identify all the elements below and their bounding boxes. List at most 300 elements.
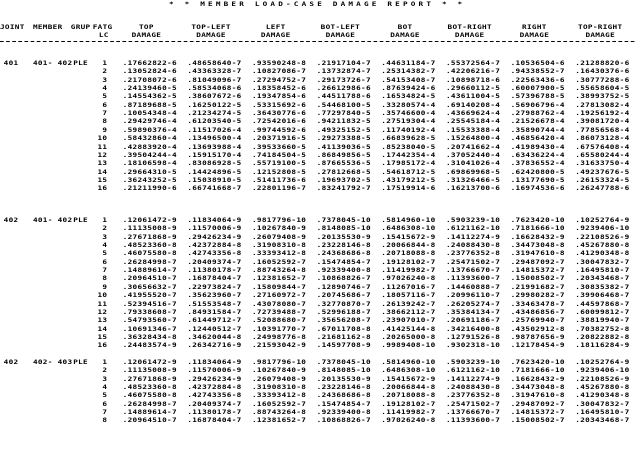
damage-value: .62420800-5	[510, 168, 565, 176]
damage-value: .26205274-7	[445, 300, 501, 308]
damage-value: .9817796-10	[251, 217, 307, 224]
damage-value: .20066844-8	[381, 384, 436, 392]
damage-value: .51553548-7	[187, 300, 242, 308]
damage-value: .20964510-7	[122, 275, 177, 283]
damage-value: .15533388-4	[445, 126, 501, 134]
damage-value: .27294752-7	[251, 76, 307, 84]
damage-value: .7378045-10	[316, 359, 371, 366]
damage-value: .35656208-7	[316, 317, 371, 325]
load-case-number: 16	[97, 185, 108, 193]
damage-value: .48658640-7	[187, 60, 242, 67]
damage-value: .10868826-7	[316, 417, 371, 425]
damage-value: .56906796-4	[510, 101, 565, 109]
damage-value: .17519914-6	[381, 185, 436, 193]
load-case-number: 11	[97, 143, 108, 151]
damage-value: .36328434-8	[122, 333, 177, 341]
damage-value: .29487092-7	[510, 258, 565, 266]
table-row	[0, 301, 634, 309]
header-right: RIGHT	[522, 24, 547, 31]
damage-value: .14889614-7	[122, 267, 177, 275]
load-case-number: 12	[97, 151, 108, 159]
damage-value: .6121162-10	[445, 225, 501, 233]
report-title: * * MEMBER LOAD-CASE DAMAGE REPORT * *	[169, 1, 466, 8]
header-bot-sub: DAMAGE	[390, 32, 420, 39]
damage-value: .22973824-7	[187, 283, 242, 291]
damage-value: .29426234-9	[187, 375, 242, 383]
header-top-left: TOP-LEFT	[191, 24, 231, 31]
damage-value: .41290348-8	[575, 250, 630, 258]
damage-value: .20691186-7	[445, 317, 501, 325]
damage-value: .67576408-4	[575, 143, 630, 151]
damage-value: .10054348-4	[122, 110, 177, 118]
damage-value: .43179212-5	[381, 176, 436, 184]
damage-value: .5814960-10	[381, 217, 436, 224]
damage-value: .20745686-7	[316, 292, 371, 300]
damage-value: .21234274-5	[187, 110, 242, 118]
damage-value: .20409374-7	[187, 400, 242, 408]
damage-value: .33393412-8	[251, 250, 307, 258]
damage-value: .13052824-6	[122, 68, 177, 76]
damage-value: .38662112-7	[381, 308, 436, 316]
damage-value: .14112274-9	[445, 375, 501, 383]
damage-value: .67011708-8	[316, 325, 371, 333]
damage-value: .17442354-4	[381, 151, 436, 159]
load-case-number: 14	[97, 325, 108, 333]
damage-value: .27988762-4	[510, 110, 565, 118]
damage-value: .15038910-5	[187, 176, 242, 184]
load-case-number: 4	[102, 85, 108, 93]
damage-value: .21917104-7	[316, 60, 371, 67]
damage-value: .16878404-7	[187, 417, 242, 425]
damage-value: .12440512-7	[187, 325, 242, 333]
header-top: TOP	[139, 24, 154, 31]
damage-value: .19128102-7	[381, 258, 436, 266]
damage-value: .20996110-7	[445, 292, 501, 300]
table-row	[0, 242, 634, 250]
damage-value: .9989408-10	[381, 342, 436, 350]
damage-value: .15415672-9	[381, 375, 436, 383]
damage-value: .31908310-8	[251, 242, 307, 250]
damage-value: .23228146-8	[316, 384, 371, 392]
damage-value: .15415672-9	[381, 233, 436, 241]
damage-value: .48523360-8	[122, 384, 177, 392]
damage-value: .30047832-7	[575, 258, 630, 266]
damage-value: .35384134-7	[445, 308, 501, 316]
damage-value: .21211990-6	[122, 185, 177, 193]
damage-value: .41425144-8	[381, 325, 436, 333]
damage-value: .61449712-7	[187, 317, 242, 325]
damage-value: .12152808-5	[251, 168, 307, 176]
damage-value: .20741662-4	[445, 143, 501, 151]
damage-value: .69140208-4	[445, 101, 501, 109]
damage-value: .11393600-7	[445, 417, 501, 425]
damage-value: .11834064-9	[187, 217, 242, 224]
damage-value: .30656632-7	[122, 283, 177, 291]
damage-value: .18358452-6	[251, 85, 307, 93]
damage-value: .6486308-10	[381, 225, 436, 233]
load-case-number: 7	[102, 409, 108, 417]
damage-value: .34473048-8	[510, 384, 565, 392]
header-lc: LC	[98, 32, 109, 39]
damage-value: .31041026-4	[445, 160, 501, 168]
header-separator	[0, 41, 634, 42]
damage-value: .66839628-5	[381, 135, 436, 143]
damage-value: .74184504-5	[251, 151, 307, 159]
table-row	[0, 225, 634, 233]
damage-value: .12061472-9	[122, 359, 177, 366]
damage-value: .46075580-8	[122, 392, 177, 400]
table-row	[0, 292, 634, 300]
damage-value: .13496500-4	[187, 135, 242, 143]
damage-value: .41290348-8	[575, 392, 630, 400]
damage-value: .11135008-9	[122, 367, 177, 375]
damage-value: .25769940-7	[510, 317, 565, 325]
damage-value: .24483574-9	[122, 342, 177, 350]
header-member: MEMBER	[32, 24, 63, 31]
load-case-number: 11	[97, 300, 108, 308]
damage-value: .15474854-7	[316, 258, 371, 266]
damage-value: .8148085-10	[316, 367, 371, 375]
damage-value: .27671868-9	[122, 375, 177, 383]
damage-value: .11380178-7	[187, 409, 242, 417]
damage-value: .49237676-5	[575, 168, 630, 176]
damage-value: .14597708-9	[316, 342, 371, 350]
damage-value: .24088430-8	[445, 384, 501, 392]
damage-value: .43363328-7	[187, 68, 242, 76]
damage-value: .20343468-7	[575, 275, 630, 283]
damage-value: .25471502-7	[445, 258, 501, 266]
table-row	[0, 152, 634, 160]
table-row	[0, 259, 634, 267]
damage-value: .16052592-7	[251, 258, 307, 266]
damage-value: .26342716-9	[187, 342, 242, 350]
damage-value: .26247788-6	[575, 185, 630, 193]
table-row	[0, 409, 634, 417]
header-top-sub: DAMAGE	[131, 32, 162, 39]
table-row	[0, 217, 634, 225]
damage-value: .20343468-7	[575, 417, 630, 425]
table-row	[0, 342, 634, 350]
header-top-right: TOP-RIGHT	[578, 24, 623, 31]
damage-value: .39081720-4	[575, 118, 630, 126]
damage-value: .24088430-8	[445, 242, 501, 250]
damage-value: .10267840-9	[251, 367, 307, 375]
damage-value: .87665536-5	[316, 160, 371, 168]
damage-value: .7378045-10	[316, 217, 371, 224]
damage-value: .66741668-7	[187, 185, 242, 193]
header-bot-left-sub: DAMAGE	[325, 32, 356, 39]
damage-value: .5903239-10	[445, 217, 501, 224]
load-case-number: 9	[102, 126, 108, 134]
damage-value: .22801196-7	[251, 185, 307, 193]
damage-value: .20371916-5	[251, 135, 307, 143]
table-row	[0, 275, 634, 283]
damage-value: .26284998-7	[122, 400, 177, 408]
load-case-number: 2	[102, 225, 108, 233]
damage-value: .42372884-8	[187, 242, 242, 250]
damage-value: .13693988-4	[187, 143, 242, 151]
damage-value: .54153408-7	[381, 76, 436, 84]
damage-value: .20718088-8	[381, 392, 436, 400]
damage-value: .42743356-8	[187, 392, 242, 400]
damage-value: .15474854-7	[316, 400, 371, 408]
table-row	[0, 60, 634, 68]
damage-value: .27671868-9	[122, 233, 177, 241]
header-left-sub: DAMAGE	[260, 32, 291, 39]
damage-value: .27519304-4	[381, 118, 436, 126]
damage-value: .17662822-6	[122, 60, 177, 67]
damage-value: .21708072-6	[122, 76, 177, 84]
load-case-number: 2	[102, 68, 108, 76]
damage-value: .83241792-7	[316, 185, 371, 193]
damage-value: .13766670-7	[445, 409, 501, 417]
damage-value: .49325152-5	[316, 126, 371, 134]
damage-value: .43669624-4	[445, 110, 501, 118]
header-right-sub: DAMAGE	[519, 32, 550, 39]
damage-value: .24139460-5	[122, 85, 177, 93]
joint-id: 402	[3, 217, 19, 224]
load-case-number: 1	[102, 217, 108, 224]
table-row	[0, 384, 634, 392]
damage-value: .16628432-9	[510, 375, 565, 383]
damage-value: .94211832-5	[316, 118, 371, 126]
damage-value: .69869968-5	[445, 168, 501, 176]
damage-value: .58534068-6	[187, 85, 242, 93]
damage-value: .7181666-10	[510, 225, 565, 233]
table-row	[0, 93, 634, 101]
damage-value: .15915170-4	[187, 151, 242, 159]
damage-value: .20718088-8	[381, 250, 436, 258]
damage-value: .19347854-6	[251, 93, 307, 101]
damage-value: .17985172-4	[381, 160, 436, 168]
load-case-number: 8	[102, 118, 108, 126]
damage-value: .22108526-9	[575, 375, 630, 383]
damage-value: .33463478-7	[510, 300, 565, 308]
damage-value: .11267016-7	[381, 283, 436, 291]
damage-value: .16430376-6	[575, 68, 630, 76]
header-bot-left: BOT-LEFT	[320, 24, 361, 31]
damage-value: .92339400-8	[316, 409, 371, 417]
damage-value: .24998776-8	[251, 333, 307, 341]
damage-value: .29487092-7	[510, 400, 565, 408]
load-case-number: 4	[102, 242, 108, 250]
damage-value: .14889614-7	[122, 409, 177, 417]
damage-value: .18057116-7	[381, 292, 436, 300]
damage-value: .23228146-8	[316, 242, 371, 250]
damage-value: .16534824-5	[381, 93, 436, 101]
load-case-number: 16	[97, 342, 108, 350]
damage-value: .20409374-7	[187, 258, 242, 266]
damage-value: .27160972-7	[251, 292, 307, 300]
damage-value: .32770870-7	[316, 300, 371, 308]
damage-value: .16052592-7	[251, 400, 307, 408]
table-row	[0, 267, 634, 275]
damage-value: .88743264-8	[251, 409, 307, 417]
damage-value: .43502912-8	[510, 325, 565, 333]
damage-value: .7181666-10	[510, 367, 565, 375]
damage-value: .83086928-5	[187, 160, 242, 168]
damage-value: .20822882-8	[575, 333, 630, 341]
damage-value: .81049096-7	[187, 76, 242, 84]
damage-value: .16878404-7	[187, 275, 242, 283]
damage-value: .13177690-5	[510, 176, 565, 184]
damage-value: .36243252-5	[122, 176, 177, 184]
header-bot: BOT	[397, 24, 413, 31]
damage-value: .37836552-4	[510, 160, 565, 168]
damage-value: .27812668-5	[316, 168, 371, 176]
damage-value: .30835382-7	[575, 283, 630, 291]
header-fatg: FATG	[92, 24, 113, 31]
damage-value: .24368686-8	[316, 392, 371, 400]
table-row	[0, 68, 634, 76]
member-id: 401- 402	[32, 60, 73, 67]
damage-value: .21593042-9	[251, 342, 307, 350]
damage-value: .29426234-9	[187, 233, 242, 241]
damage-value: .34216400-8	[445, 325, 501, 333]
damage-value: .23776352-8	[445, 250, 501, 258]
damage-value: .42883920-4	[122, 143, 177, 151]
damage-value: .20135530-9	[316, 233, 371, 241]
damage-value: .97026240-8	[381, 275, 436, 283]
table-row	[0, 326, 634, 334]
header-joint: JOINT	[0, 24, 25, 31]
damage-value: .55719100-5	[251, 160, 307, 168]
damage-value: .12791526-8	[445, 333, 501, 341]
table-row	[0, 118, 634, 126]
damage-value: .12381652-7	[251, 275, 307, 283]
damage-value: .41989430-4	[510, 143, 565, 151]
header-grup: GRUP	[70, 24, 91, 31]
load-case-number: 1	[102, 60, 108, 67]
damage-value: .11834064-9	[187, 359, 242, 366]
load-case-number: 7	[102, 267, 108, 275]
damage-value: .11135008-9	[122, 225, 177, 233]
damage-value: .46856420-4	[510, 135, 565, 143]
table-row	[0, 135, 634, 143]
table-row	[0, 177, 634, 185]
load-case-number: 15	[97, 333, 108, 341]
damage-value: .21526678-4	[510, 118, 565, 126]
table-row	[0, 392, 634, 400]
damage-value: .63436224-4	[510, 151, 565, 159]
damage-value: .16495810-7	[575, 409, 630, 417]
damage-value: .43611004-5	[445, 93, 501, 101]
damage-value: .70382752-8	[575, 325, 630, 333]
damage-value: .39906468-7	[575, 292, 630, 300]
damage-value: .39504244-4	[122, 151, 177, 159]
header-top-right-sub: DAMAGE	[585, 32, 616, 39]
damage-value: .14554362-5	[122, 93, 177, 101]
damage-value: .25314382-7	[381, 68, 436, 76]
damage-value: .7623420-10	[510, 359, 565, 366]
damage-value: .21681162-8	[316, 333, 371, 341]
damage-value: .12061472-9	[122, 217, 177, 224]
damage-value: .9239406-10	[575, 367, 630, 375]
damage-value: .10267840-9	[251, 225, 307, 233]
table-row	[0, 127, 634, 135]
damage-value: .26079408-9	[251, 375, 307, 383]
damage-value: .11419982-7	[381, 409, 436, 417]
damage-value: .11517026-4	[187, 126, 242, 134]
damage-value: .13766670-7	[445, 267, 501, 275]
damage-value: .25545184-4	[445, 118, 501, 126]
damage-value: .12381652-7	[251, 417, 307, 425]
damage-value: .9239406-10	[575, 225, 630, 233]
damage-value: .37052440-4	[445, 151, 501, 159]
damage-value: .20135530-9	[316, 375, 371, 383]
damage-value: .11570006-9	[187, 225, 242, 233]
damage-value: .54468100-5	[316, 101, 371, 109]
damage-value: .16628432-9	[510, 233, 565, 241]
load-case-number: 3	[102, 233, 108, 241]
damage-value: .57396788-5	[510, 93, 565, 101]
table-row	[0, 417, 634, 425]
damage-value: .29429746-4	[122, 118, 177, 126]
table-row	[0, 376, 634, 384]
damage-value: .26153324-5	[575, 176, 630, 184]
damage-value: .20066844-8	[381, 242, 436, 250]
damage-value: .87639424-6	[381, 85, 436, 93]
damage-value: .19693702-5	[316, 176, 371, 184]
damage-value: .99744592-6	[251, 126, 307, 134]
load-case-number: 3	[102, 375, 108, 383]
damage-value: .23907010-7	[381, 317, 436, 325]
load-case-number: 5	[102, 250, 108, 258]
damage-value: .20964510-7	[122, 417, 177, 425]
damage-value: .10827086-7	[251, 68, 307, 76]
damage-value: .29664310-5	[122, 168, 177, 176]
group-id: PLE	[73, 217, 88, 224]
damage-value: .15809844-7	[251, 283, 307, 291]
damage-value: .21288820-6	[575, 60, 630, 67]
damage-value: .30047832-7	[575, 400, 630, 408]
header-bot-right-sub: DAMAGE	[454, 32, 485, 39]
damage-value: .10252764-9	[575, 359, 630, 366]
load-case-number: 2	[102, 367, 108, 375]
damage-value: .7623420-10	[510, 217, 565, 224]
table-row	[0, 367, 634, 375]
load-case-number: 8	[102, 275, 108, 283]
damage-value: .31908310-8	[251, 384, 307, 392]
damage-value: .60007900-5	[510, 85, 565, 93]
damage-value: .20265000-8	[381, 333, 436, 341]
table-row	[0, 169, 634, 177]
damage-value: .11393600-7	[445, 275, 501, 283]
load-case-number: 6	[102, 400, 108, 408]
damage-value: .11419982-7	[381, 267, 436, 275]
damage-value: .31947610-8	[510, 392, 565, 400]
damage-value: .11570006-9	[187, 367, 242, 375]
damage-value: .58432860-4	[122, 135, 177, 143]
damage-value: .77856568-4	[575, 126, 630, 134]
load-case-number: 5	[102, 392, 108, 400]
damage-value: .42206216-7	[445, 68, 501, 76]
damage-value: .10536504-6	[510, 60, 565, 67]
damage-value: .18106598-4	[122, 160, 177, 168]
damage-value: .72542016-6	[251, 118, 307, 126]
damage-value: .43486856-7	[510, 308, 565, 316]
damage-value: .39533660-5	[251, 143, 307, 151]
load-case-number: 8	[102, 417, 108, 425]
damage-value: .8148085-10	[316, 225, 371, 233]
load-case-number: 14	[97, 168, 108, 176]
damage-value: .41955520-7	[122, 292, 177, 300]
load-case-number: 12	[97, 308, 108, 316]
damage-value: .16250122-5	[187, 101, 242, 109]
load-case-number: 5	[102, 93, 108, 101]
table-row	[0, 359, 634, 367]
damage-value: .44511788-6	[316, 93, 371, 101]
